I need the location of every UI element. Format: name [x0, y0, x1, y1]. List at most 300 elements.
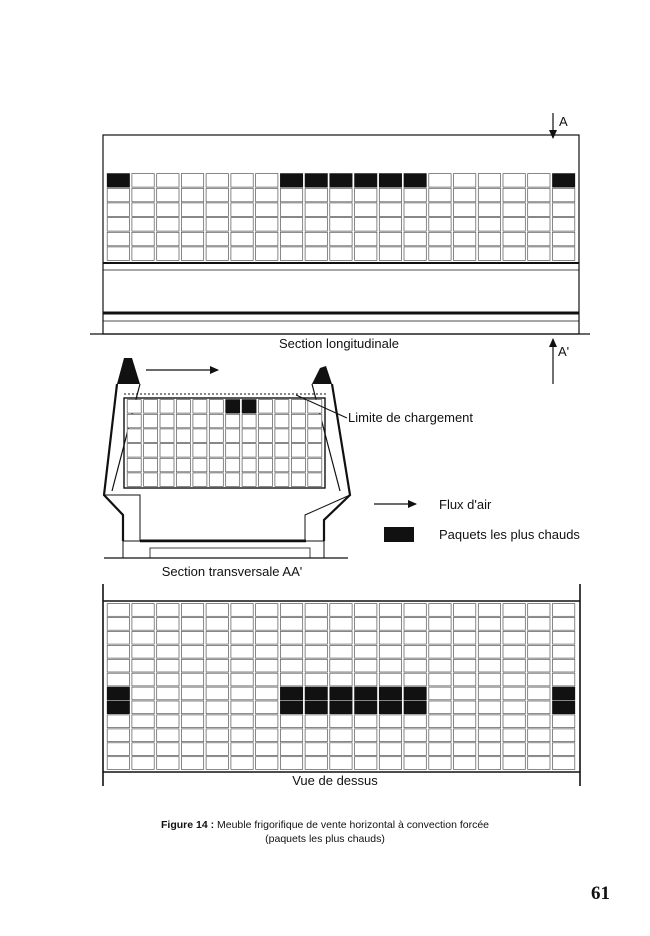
- package-cell: [181, 645, 203, 658]
- top-view-package-grid: [107, 604, 575, 770]
- package-cell: [291, 400, 305, 414]
- caption-prefix: Figure 14 :: [160, 819, 215, 831]
- package-cell: [107, 604, 129, 617]
- package-cell: [144, 429, 158, 443]
- package-cell: [528, 701, 550, 714]
- package-cell: [503, 631, 525, 644]
- warm-package-cell: [280, 174, 302, 188]
- package-cell: [280, 247, 302, 261]
- package-cell: [181, 757, 203, 770]
- package-cell: [355, 188, 377, 202]
- package-cell: [478, 743, 500, 756]
- package-cell: [291, 458, 305, 472]
- package-cell: [226, 458, 240, 472]
- package-cell: [478, 715, 500, 728]
- package-cell: [181, 618, 203, 631]
- package-cell: [181, 701, 203, 714]
- package-cell: [256, 604, 278, 617]
- package-cell: [355, 631, 377, 644]
- package-cell: [528, 631, 550, 644]
- package-cell: [127, 414, 141, 428]
- package-cell: [181, 659, 203, 672]
- package-cell: [242, 429, 256, 443]
- package-cell: [144, 458, 158, 472]
- package-cell: [107, 729, 129, 742]
- package-cell: [256, 631, 278, 644]
- package-cell: [107, 247, 129, 261]
- package-cell: [503, 604, 525, 617]
- package-cell: [242, 458, 256, 472]
- package-cell: [256, 743, 278, 756]
- package-cell: [107, 645, 129, 658]
- package-cell: [206, 631, 228, 644]
- package-cell: [231, 645, 253, 658]
- package-cell: [144, 444, 158, 458]
- package-cell: [209, 400, 223, 414]
- package-cell: [206, 701, 228, 714]
- package-cell: [454, 188, 476, 202]
- package-cell: [206, 729, 228, 742]
- package-cell: [330, 604, 352, 617]
- package-cell: [226, 473, 240, 487]
- package-cell: [256, 203, 278, 217]
- warm-package-cell: [107, 174, 129, 188]
- package-cell: [209, 458, 223, 472]
- warm-package-cell: [305, 687, 327, 700]
- package-cell: [181, 188, 203, 202]
- package-cell: [181, 687, 203, 700]
- package-cell: [275, 473, 289, 487]
- package-cell: [176, 458, 190, 472]
- package-cell: [144, 414, 158, 428]
- package-cell: [132, 743, 154, 756]
- package-cell: [528, 203, 550, 217]
- package-cell: [160, 429, 174, 443]
- package-cell: [478, 604, 500, 617]
- package-cell: [157, 174, 179, 188]
- package-cell: [305, 743, 327, 756]
- package-cell: [454, 618, 476, 631]
- package-cell: [231, 203, 253, 217]
- package-cell: [553, 203, 575, 217]
- warm-package-cell: [355, 701, 377, 714]
- package-cell: [176, 400, 190, 414]
- package-cell: [429, 659, 451, 672]
- package-cell: [280, 743, 302, 756]
- package-cell: [231, 218, 253, 232]
- package-cell: [330, 232, 352, 246]
- package-cell: [132, 218, 154, 232]
- package-cell: [157, 701, 179, 714]
- package-cell: [226, 414, 240, 428]
- package-cell: [429, 203, 451, 217]
- package-cell: [193, 444, 207, 458]
- longitudinal-section-label: Section longitudinale: [279, 336, 399, 351]
- package-cell: [280, 673, 302, 686]
- package-cell: [305, 757, 327, 770]
- package-cell: [305, 232, 327, 246]
- package-cell: [305, 673, 327, 686]
- package-cell: [503, 203, 525, 217]
- package-cell: [226, 444, 240, 458]
- package-cell: [206, 659, 228, 672]
- transverse-base-inner: [150, 548, 310, 558]
- package-cell: [503, 645, 525, 658]
- package-cell: [330, 729, 352, 742]
- package-cell: [127, 473, 141, 487]
- package-cell: [429, 604, 451, 617]
- package-cell: [193, 473, 207, 487]
- warm-package-cell: [379, 701, 401, 714]
- package-cell: [553, 757, 575, 770]
- package-cell: [429, 218, 451, 232]
- warm-package-cell: [379, 174, 401, 188]
- package-cell: [107, 659, 129, 672]
- package-cell: [132, 687, 154, 700]
- package-cell: [330, 247, 352, 261]
- package-cell: [478, 247, 500, 261]
- package-cell: [256, 687, 278, 700]
- package-cell: [305, 188, 327, 202]
- section-a-label: A: [559, 114, 568, 129]
- package-cell: [181, 232, 203, 246]
- package-cell: [275, 414, 289, 428]
- package-cell: [144, 400, 158, 414]
- package-cell: [231, 188, 253, 202]
- package-cell: [553, 604, 575, 617]
- package-cell: [553, 715, 575, 728]
- package-cell: [528, 715, 550, 728]
- package-cell: [454, 232, 476, 246]
- package-cell: [454, 659, 476, 672]
- warm-package-cell: [355, 174, 377, 188]
- package-cell: [132, 232, 154, 246]
- package-cell: [280, 203, 302, 217]
- package-cell: [181, 743, 203, 756]
- package-cell: [478, 618, 500, 631]
- package-cell: [528, 659, 550, 672]
- transverse-left-wall: [104, 384, 123, 541]
- package-cell: [330, 618, 352, 631]
- package-cell: [308, 444, 322, 458]
- package-cell: [181, 729, 203, 742]
- package-cell: [503, 673, 525, 686]
- package-cell: [291, 473, 305, 487]
- longitudinal-section: [90, 113, 590, 384]
- package-cell: [181, 247, 203, 261]
- package-cell: [355, 618, 377, 631]
- package-cell: [503, 218, 525, 232]
- package-cell: [275, 429, 289, 443]
- package-cell: [242, 473, 256, 487]
- package-cell: [404, 631, 426, 644]
- warm-package-cell: [553, 174, 575, 188]
- package-cell: [305, 715, 327, 728]
- package-cell: [256, 188, 278, 202]
- package-cell: [305, 729, 327, 742]
- transverse-right-wall: [324, 384, 350, 541]
- package-cell: [259, 473, 273, 487]
- package-cell: [107, 743, 129, 756]
- package-cell: [528, 174, 550, 188]
- package-cell: [379, 188, 401, 202]
- loading-limit-label: Limite de chargement: [348, 410, 474, 425]
- package-cell: [429, 729, 451, 742]
- package-cell: [206, 232, 228, 246]
- package-cell: [330, 743, 352, 756]
- package-cell: [256, 659, 278, 672]
- warm-package-cell: [280, 687, 302, 700]
- package-cell: [528, 757, 550, 770]
- package-cell: [181, 604, 203, 617]
- package-cell: [132, 701, 154, 714]
- transverse-section-label: Section transversale AA': [161, 564, 303, 579]
- package-cell: [404, 604, 426, 617]
- legend-warmest-label: Paquets les plus chauds: [439, 527, 580, 542]
- package-cell: [231, 604, 253, 617]
- package-cell: [379, 673, 401, 686]
- package-cell: [206, 645, 228, 658]
- package-cell: [132, 645, 154, 658]
- package-cell: [206, 188, 228, 202]
- package-cell: [132, 618, 154, 631]
- warm-package-cell: [226, 400, 240, 414]
- package-cell: [291, 444, 305, 458]
- package-cell: [181, 203, 203, 217]
- package-cell: [107, 618, 129, 631]
- top-view: [103, 584, 580, 788]
- package-cell: [231, 701, 253, 714]
- package-cell: [379, 715, 401, 728]
- package-cell: [355, 659, 377, 672]
- warm-package-cell: [330, 701, 352, 714]
- package-cell: [242, 414, 256, 428]
- package-cell: [144, 473, 158, 487]
- package-cell: [330, 218, 352, 232]
- package-cell: [308, 473, 322, 487]
- package-cell: [404, 743, 426, 756]
- package-cell: [528, 645, 550, 658]
- package-cell: [226, 429, 240, 443]
- package-cell: [275, 400, 289, 414]
- package-cell: [107, 715, 129, 728]
- package-cell: [553, 247, 575, 261]
- package-cell: [132, 673, 154, 686]
- package-cell: [107, 218, 129, 232]
- package-cell: [379, 203, 401, 217]
- package-cell: [429, 631, 451, 644]
- package-cell: [206, 174, 228, 188]
- package-cell: [503, 729, 525, 742]
- figure-caption: [0, 818, 650, 846]
- package-cell: [379, 645, 401, 658]
- package-cell: [429, 743, 451, 756]
- package-cell: [157, 218, 179, 232]
- package-cell: [528, 247, 550, 261]
- package-cell: [193, 414, 207, 428]
- package-cell: [206, 743, 228, 756]
- package-cell: [206, 715, 228, 728]
- package-cell: [127, 458, 141, 472]
- package-cell: [528, 743, 550, 756]
- package-cell: [404, 757, 426, 770]
- package-cell: [107, 203, 129, 217]
- transverse-left-guard: [117, 358, 140, 384]
- package-cell: [181, 673, 203, 686]
- package-cell: [305, 645, 327, 658]
- package-cell: [478, 659, 500, 672]
- package-cell: [256, 645, 278, 658]
- package-cell: [160, 414, 174, 428]
- package-cell: [280, 188, 302, 202]
- warm-package-cell: [305, 701, 327, 714]
- transverse-right-guard: [312, 366, 332, 384]
- package-cell: [157, 687, 179, 700]
- package-cell: [132, 188, 154, 202]
- package-cell: [206, 673, 228, 686]
- package-cell: [553, 659, 575, 672]
- package-cell: [429, 232, 451, 246]
- package-cell: [256, 673, 278, 686]
- package-cell: [181, 631, 203, 644]
- package-cell: [157, 618, 179, 631]
- package-cell: [503, 757, 525, 770]
- section-a-prime-label: A': [558, 344, 570, 359]
- package-cell: [454, 701, 476, 714]
- warm-package-cell: [355, 687, 377, 700]
- package-cell: [107, 188, 129, 202]
- package-cell: [553, 232, 575, 246]
- package-cell: [305, 203, 327, 217]
- package-cell: [256, 174, 278, 188]
- package-cell: [553, 631, 575, 644]
- package-cell: [259, 429, 273, 443]
- package-cell: [157, 659, 179, 672]
- package-cell: [176, 414, 190, 428]
- transverse-package-grid: [127, 400, 322, 487]
- package-cell: [330, 631, 352, 644]
- package-cell: [503, 188, 525, 202]
- package-cell: [209, 444, 223, 458]
- package-cell: [256, 247, 278, 261]
- package-cell: [404, 218, 426, 232]
- package-cell: [157, 631, 179, 644]
- package-cell: [176, 444, 190, 458]
- package-cell: [256, 232, 278, 246]
- package-cell: [478, 203, 500, 217]
- package-cell: [160, 444, 174, 458]
- package-cell: [454, 247, 476, 261]
- package-cell: [553, 618, 575, 631]
- package-cell: [231, 687, 253, 700]
- package-cell: [107, 757, 129, 770]
- package-cell: [305, 659, 327, 672]
- warm-package-cell: [404, 687, 426, 700]
- package-cell: [127, 400, 141, 414]
- package-cell: [132, 715, 154, 728]
- package-cell: [454, 203, 476, 217]
- package-cell: [305, 618, 327, 631]
- package-cell: [330, 673, 352, 686]
- package-cell: [429, 673, 451, 686]
- package-cell: [503, 687, 525, 700]
- warm-package-cell: [305, 174, 327, 188]
- package-cell: [478, 174, 500, 188]
- package-cell: [503, 247, 525, 261]
- package-cell: [193, 400, 207, 414]
- package-cell: [454, 687, 476, 700]
- package-cell: [404, 645, 426, 658]
- package-cell: [256, 715, 278, 728]
- warm-package-cell: [553, 701, 575, 714]
- package-cell: [107, 673, 129, 686]
- package-cell: [355, 673, 377, 686]
- package-cell: [503, 174, 525, 188]
- package-cell: [454, 673, 476, 686]
- package-cell: [429, 174, 451, 188]
- package-cell: [231, 715, 253, 728]
- top-view-label: Vue de dessus: [292, 773, 378, 788]
- package-cell: [478, 701, 500, 714]
- package-cell: [404, 715, 426, 728]
- package-cell: [132, 247, 154, 261]
- package-cell: [404, 673, 426, 686]
- package-cell: [206, 218, 228, 232]
- package-cell: [280, 232, 302, 246]
- package-cell: [160, 458, 174, 472]
- package-cell: [503, 701, 525, 714]
- package-cell: [132, 604, 154, 617]
- package-cell: [206, 618, 228, 631]
- package-cell: [275, 444, 289, 458]
- package-cell: [429, 757, 451, 770]
- transverse-air-duct: [104, 495, 350, 540]
- package-cell: [275, 458, 289, 472]
- warm-package-cell: [242, 400, 256, 414]
- package-cell: [528, 618, 550, 631]
- package-cell: [209, 414, 223, 428]
- package-cell: [157, 604, 179, 617]
- package-cell: [503, 743, 525, 756]
- package-cell: [231, 247, 253, 261]
- package-cell: [379, 743, 401, 756]
- package-cell: [132, 203, 154, 217]
- package-cell: [280, 618, 302, 631]
- package-cell: [478, 729, 500, 742]
- package-cell: [553, 673, 575, 686]
- package-cell: [259, 414, 273, 428]
- package-cell: [404, 232, 426, 246]
- legend: [374, 497, 580, 542]
- package-cell: [256, 729, 278, 742]
- package-cell: [157, 729, 179, 742]
- warm-package-cell: [553, 687, 575, 700]
- longitudinal-package-grid: [107, 174, 575, 261]
- legend-warmest-swatch: [384, 527, 414, 542]
- package-cell: [176, 473, 190, 487]
- package-cell: [330, 645, 352, 658]
- package-cell: [528, 729, 550, 742]
- package-cell: [206, 757, 228, 770]
- package-cell: [478, 232, 500, 246]
- package-cell: [379, 659, 401, 672]
- package-cell: [259, 400, 273, 414]
- warm-package-cell: [330, 174, 352, 188]
- package-cell: [132, 659, 154, 672]
- package-cell: [528, 232, 550, 246]
- package-cell: [379, 604, 401, 617]
- package-cell: [308, 414, 322, 428]
